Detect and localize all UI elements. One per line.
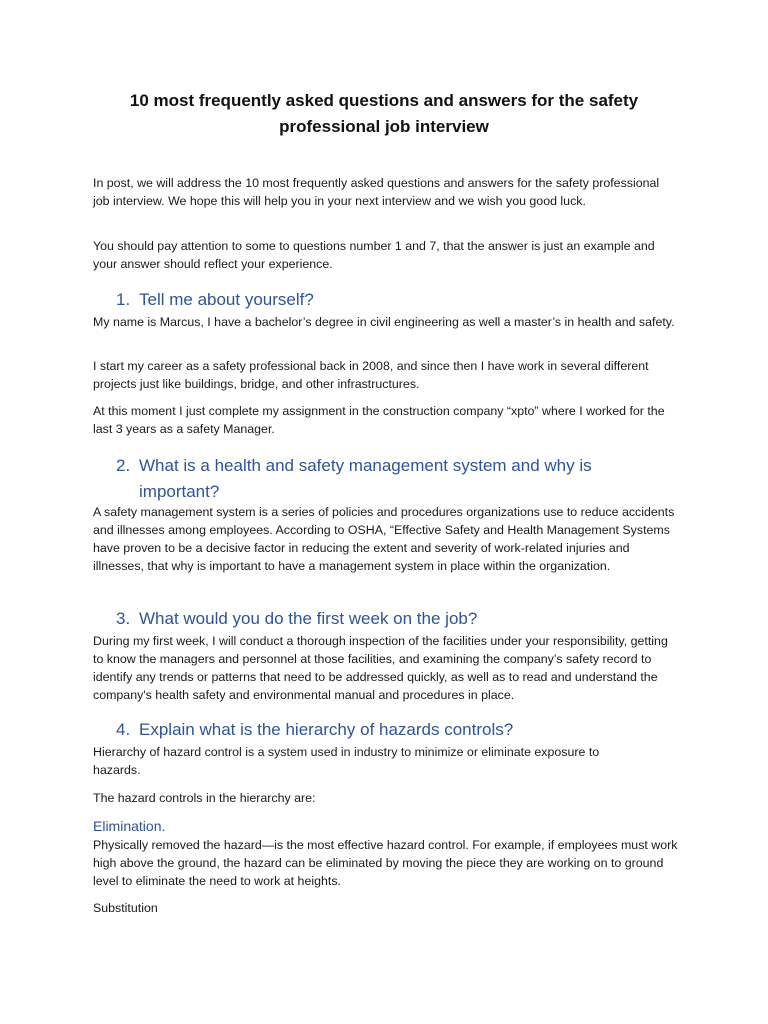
section-1-paragraph-1: My name is Marcus, I have a bachelor’s degree in civil engineering as well a master’s in health and safety. [93, 315, 675, 329]
section-3-paragraph-1: During my first week, I will conduct a thorough inspection of the facilities under your responsibility, getting to know the managers and personnel at those facilities, and examining the company’s safety record to identify any trends or patterns that need to be addressed quickly, as well as to read and understand the company's health safety and environmental manual and procedures in place. [93, 634, 668, 702]
section-2-heading [116, 453, 676, 505]
document-title: 10 most frequently asked questions and answers for the safety professional job interview [129, 91, 639, 136]
section-1-heading-text: Tell me about yourself? [139, 290, 314, 309]
section-2-heading-text: What is a health and safety management system and why is important? [139, 456, 592, 501]
intro-paragraph-1: In post, we will address the 10 most frequently asked questions and answers for the safety professional job interview. We hope this will help you in your next interview and we wish you good luck. [93, 176, 660, 208]
section-1-paragraph-2: I start my career as a safety professional back in 2008, and since then I have work in several different projects just like buildings, bridge, and other infrastructures. [93, 359, 649, 391]
section-3-number: 3. [116, 609, 131, 628]
section-4-number: 4. [116, 720, 131, 739]
section-4-heading [116, 717, 676, 743]
substitution-line: Substitution [93, 901, 158, 915]
section-3-heading-text: What would you do the first week on the job? [139, 609, 478, 628]
section-1-number: 1. [116, 290, 131, 309]
section-3-heading [116, 606, 676, 632]
section-4-heading-text: Explain what is the hierarchy of hazards controls? [139, 720, 514, 739]
section-4-paragraph-1: Hierarchy of hazard control is a system used in industry to minimize or eliminate exposure to hazards. [93, 745, 600, 777]
elimination-paragraph: Physically removed the hazard—is the most effective hazard control. For example, if employees must work high above the ground, the hazard can be eliminated by moving the piece they are working on to ground level to eliminate the need to work at heights. [93, 838, 678, 888]
section-1-heading [116, 287, 676, 313]
section-1-paragraph-3: At this moment I just complete my assignment in the construction company “xpto” where I worked for the last 3 years as a safety Manager. [93, 404, 665, 436]
section-2-paragraph-1: A safety management system is a series of policies and procedures organizations use to reduce accidents and illnesses among employees. According to OSHA, “Effective Safety and Health Management Systems have proven to be a decisive factor in reducing the extent and severity of work-related injuries and illnesses, that why is important to have a management system in place within the organization. [93, 505, 675, 573]
intro-paragraph-2: You should pay attention to some to questions number 1 and 7, that the answer is just an example and your answer should reflect your experience. [93, 239, 655, 271]
section-2-number: 2. [116, 456, 131, 475]
elimination-subheading: Elimination. [93, 818, 166, 834]
section-4-paragraph-2: The hazard controls in the hierarchy are: [93, 791, 316, 805]
